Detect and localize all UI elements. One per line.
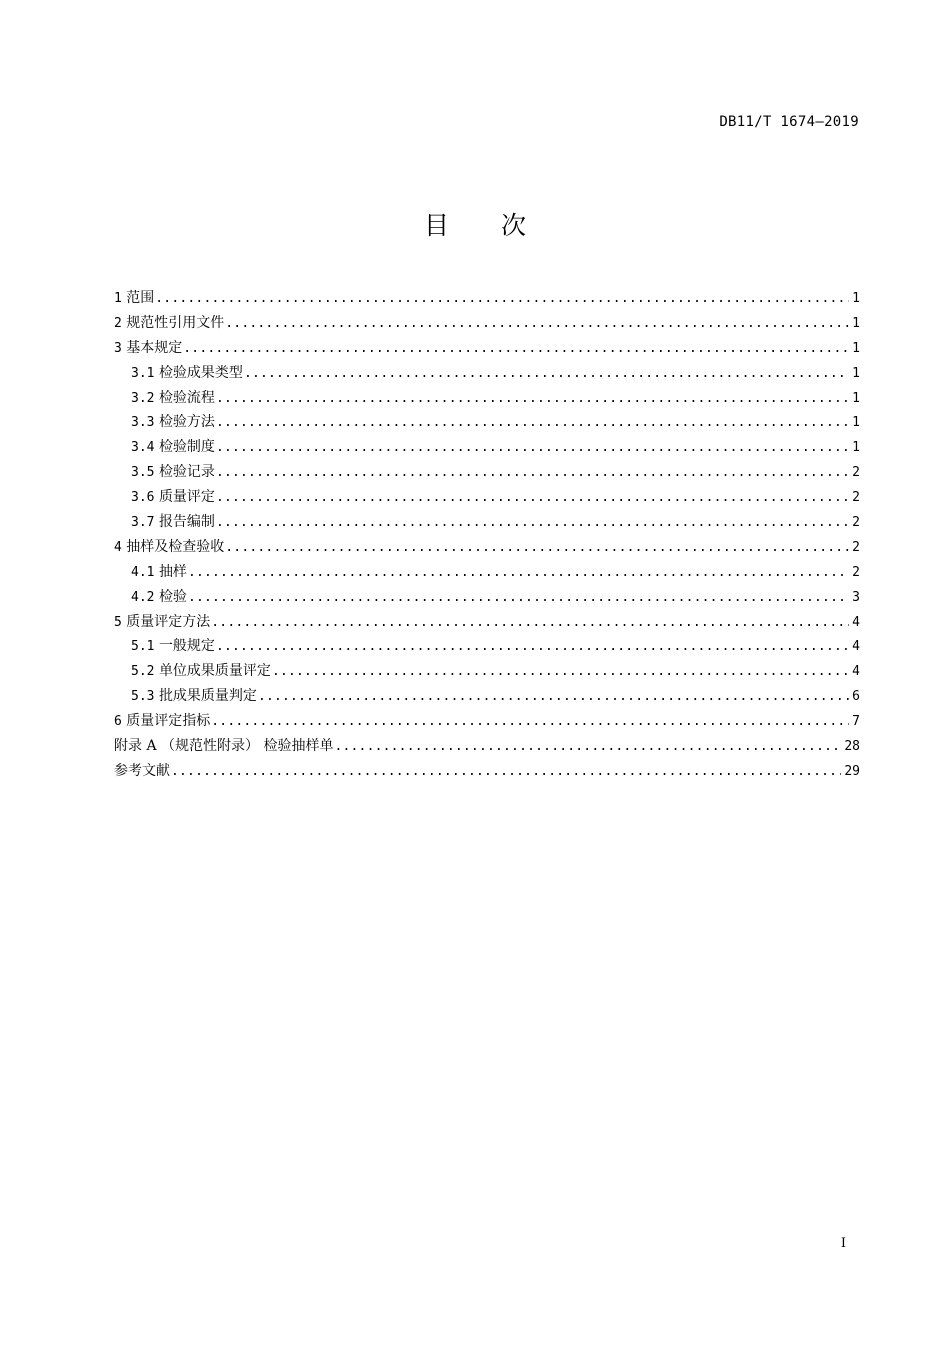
toc-leader-dots xyxy=(211,611,849,636)
toc-entry-page: 4 xyxy=(852,614,860,630)
toc-entry-6[interactable] xyxy=(114,709,860,734)
toc-entry-page: 1 xyxy=(852,440,860,456)
toc-leader-dots xyxy=(225,312,849,337)
toc-entry-label: 5.3 批成果质量判定 xyxy=(131,688,257,705)
toc-leader-dots xyxy=(216,387,849,412)
toc-entry-label: 附录 A （规范性附录） 检验抽样单 xyxy=(114,738,334,755)
toc-entry-4-2[interactable] xyxy=(114,585,860,610)
toc-entry-page: 1 xyxy=(852,315,860,331)
toc-entry-page: 2 xyxy=(852,490,860,506)
toc-entry-3-6[interactable] xyxy=(114,485,860,510)
toc-entry-page: 3 xyxy=(852,589,860,605)
toc-entry-page: 2 xyxy=(852,539,860,555)
toc-entry-label: 5.2 单位成果质量评定 xyxy=(131,663,271,680)
toc-entry-label: 3.7 报告编制 xyxy=(131,514,215,531)
toc-entry-label: 4.2 检验 xyxy=(131,588,187,605)
toc-leader-dots xyxy=(258,685,849,710)
toc-leader-dots xyxy=(211,710,849,735)
toc-entry-label: 3.6 质量评定 xyxy=(131,489,215,506)
document-code: DB11/T 1674—2019 xyxy=(719,114,859,130)
toc-entry-5-2[interactable] xyxy=(114,659,860,684)
toc-entry-page: 7 xyxy=(852,714,860,730)
toc-leader-dots xyxy=(225,536,849,561)
toc-leader-dots xyxy=(334,735,841,760)
toc-entry-3-3[interactable] xyxy=(114,410,860,435)
toc-entry-page: 29 xyxy=(844,763,860,779)
toc-entry-label: 4.1 抽样 xyxy=(131,563,187,580)
toc-entry-label: 5 质量评定方法 xyxy=(114,613,211,630)
toc-entry-3-7[interactable] xyxy=(114,510,860,535)
toc-entry-label: 3.4 检验制度 xyxy=(131,439,215,456)
toc-entry-3-2[interactable] xyxy=(114,386,860,411)
toc-entry-2[interactable] xyxy=(114,311,860,336)
toc-title-char-2: 次 xyxy=(501,211,527,240)
toc-leader-dots xyxy=(216,635,849,660)
toc-leader-dots xyxy=(183,337,849,362)
toc-entry-label: 1 范围 xyxy=(114,290,155,306)
toc-entry-5-3[interactable] xyxy=(114,684,860,709)
toc-entry-label: 4 抽样及检查验收 xyxy=(114,538,225,555)
toc-entry-3[interactable] xyxy=(114,336,860,361)
toc-entry-page: 1 xyxy=(852,390,860,406)
toc-entry-page: 2 xyxy=(852,465,860,481)
toc-leader-dots xyxy=(216,411,849,436)
toc-entry-label: 2 规范性引用文件 xyxy=(114,314,225,331)
toc-entry-references[interactable] xyxy=(114,759,860,784)
toc-entry-page: 2 xyxy=(852,515,860,531)
toc-entry-3-4[interactable] xyxy=(114,435,860,460)
toc-entry-page: 1 xyxy=(852,340,860,356)
toc-entry-5[interactable] xyxy=(114,610,860,635)
toc-leader-dots xyxy=(171,760,841,785)
toc-entry-3-1[interactable] xyxy=(114,361,860,386)
toc-entry-page: 28 xyxy=(844,739,860,755)
toc-entry-label: 参考文献 xyxy=(114,762,170,779)
toc-entry-page: 1 xyxy=(852,365,860,381)
toc-entry-page: 2 xyxy=(852,564,860,580)
toc-entry-label: 3.1 检验成果类型 xyxy=(131,364,243,381)
toc-entry-page: 1 xyxy=(852,415,860,431)
toc-entry-label: 6 质量评定指标 xyxy=(114,713,211,730)
toc-entry-label: 3.3 检验方法 xyxy=(131,414,215,431)
toc-entry-1[interactable] xyxy=(114,286,860,311)
toc-leader-dots xyxy=(244,362,849,387)
toc-entry-4[interactable] xyxy=(114,535,860,560)
toc-entry-label: 3.5 检验记录 xyxy=(131,464,215,481)
page-number: I xyxy=(840,1236,846,1251)
toc-leader-dots xyxy=(216,436,849,461)
toc-entry-page: 4 xyxy=(852,664,860,680)
toc-leader-dots xyxy=(216,486,849,511)
toc-leader-dots xyxy=(188,561,849,586)
toc-title-char-1: 目 xyxy=(423,211,449,240)
toc-leader-dots xyxy=(155,287,849,312)
toc-list xyxy=(114,286,860,784)
toc-entry-appendix-a[interactable] xyxy=(114,734,860,759)
toc-entry-4-1[interactable] xyxy=(114,560,860,585)
toc-entry-3-5[interactable] xyxy=(114,460,860,485)
toc-leader-dots xyxy=(216,511,849,536)
toc-title xyxy=(0,206,950,242)
toc-leader-dots xyxy=(216,461,849,486)
toc-entry-page: 4 xyxy=(852,639,860,655)
toc-leader-dots xyxy=(188,586,849,611)
toc-entry-label: 5.1 一般规定 xyxy=(131,638,215,655)
toc-entry-label: 3 基本规定 xyxy=(114,339,183,356)
toc-entry-5-1[interactable] xyxy=(114,634,860,659)
toc-entry-page: 1 xyxy=(852,291,860,306)
toc-entry-label: 3.2 检验流程 xyxy=(131,389,215,406)
toc-leader-dots xyxy=(272,660,849,685)
toc-entry-page: 6 xyxy=(852,689,860,705)
